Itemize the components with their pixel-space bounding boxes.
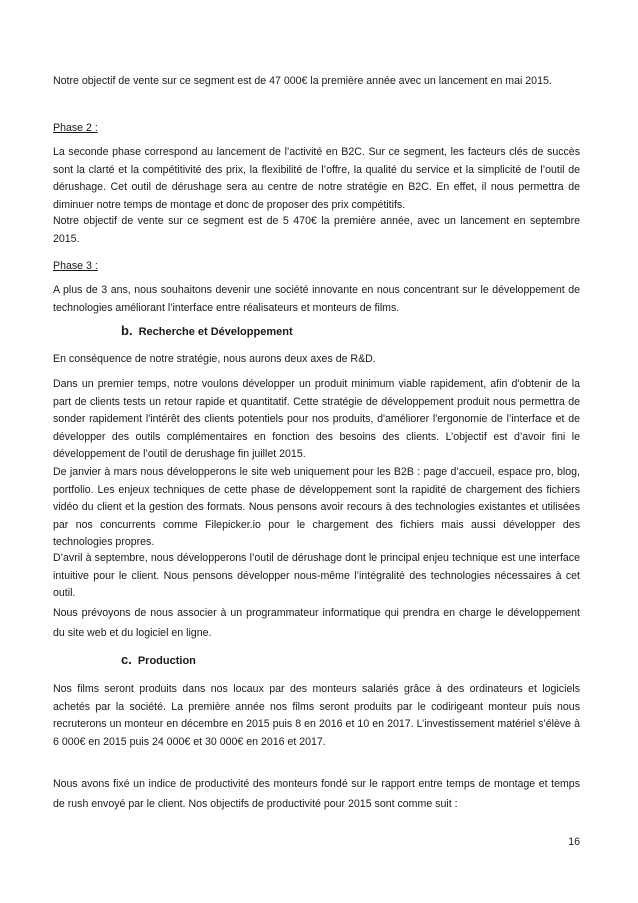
- paragraph-production: [53, 681, 580, 751]
- paragraph-text: Nos films seront produits dans nos locaux par des monteurs salariés grâce à des ordinateurs et logiciels achetés par la société. La première année nos films seront produits par le codirigeant monteur puis nous recruterons un monteur en décembre en 2015 puis 8 en 2016 et 10 en 2017. L’investissement matériel s’élève à 6 000€ en 2015 puis 24 000€ et 30 000€ en 2016 et 2017.: [53, 683, 580, 748]
- paragraph-text: Notre objectif de vente sur ce segment est de 5 470€ la première année, avec un lancement en septembre 2015.: [53, 215, 580, 245]
- paragraph-text: Nous prévoyons de nous associer à un programmateur informatique qui prendra en charge le développement du site web et du logiciel en ligne.: [53, 607, 580, 639]
- paragraph-productivity: [53, 775, 580, 814]
- section-heading-production: [121, 651, 196, 670]
- section-heading-rd: [121, 322, 293, 341]
- section-title: Recherche et Développement: [138, 326, 293, 338]
- paragraph-phase-2: [53, 144, 580, 214]
- section-letter: b.: [121, 323, 133, 338]
- phase-3-label-block: [53, 258, 580, 276]
- paragraph-phase-3: [53, 282, 580, 317]
- paragraph-text: En conséquence de notre stratégie, nous aurons deux axes de R&D.: [53, 353, 376, 365]
- phase-2-label: Phase 2 :: [53, 122, 98, 134]
- section-title: Production: [137, 655, 196, 667]
- paragraph-text: A plus de 3 ans, nous souhaitons devenir une société innovante en nous concentrant sur le développement de technologies améliorant l’interface entre réalisateurs et monteurs de films.: [53, 284, 580, 314]
- paragraph-text: Notre objectif de vente sur ce segment est de 47 000€ la première année avec un lancement en mai 2015.: [53, 75, 552, 87]
- paragraph-derushage-tool: [53, 550, 580, 603]
- paragraph-objective-b2c: [53, 213, 580, 248]
- paragraph-rd-intro: [53, 351, 580, 369]
- paragraph-website: [53, 464, 580, 552]
- phase-2-label-block: [53, 120, 580, 138]
- paragraph-text: La seconde phase correspond au lancement de l’activité en B2C. Sur ce segment, les facteurs clés de succès sont la clarté et la compétitivité des prix, la flexibilité de l’offre, la qualité du service et la simplicité de l’outil de dérushage. Cet outil de dérushage sera au centre de notre stratégie en B2C. En effet, il nous permettra de diminuer notre temps de montage et donc de proposer des prix compétitifs.: [53, 146, 580, 211]
- paragraph-text: De janvier à mars nous développerons le site web uniquement pour les B2B : page d’accueil, espace pro, blog, portfolio. Les enjeux techniques de cette phase de développement sont la rapidité de chargement des fichiers vidéo du client et la gestion des formats. Nous pensons avoir recours à des technologies existantes et utilisées par nos concurrents comme Filepicker.io pour le chargement des fichiers mais aussi développer des technologies propres.: [53, 466, 580, 548]
- paragraph-text: D’avril à septembre, nous développerons l’outil de dérushage dont le principal enjeu technique est une interface intuitive pour le client. Nous pensons développer nous-même l’intégralité des technologies nécessaires à cet outil.: [53, 552, 580, 599]
- phase-3-label: Phase 3 :: [53, 260, 98, 272]
- paragraph-text: Dans un premier temps, notre voulons développer un produit minimum viable rapidement, afin d'obtenir de la part de clients tests un retour rapide et quantitatif. Cette stratégie de développement produit nous permettra de sonder rapidement l'intérêt des clients potentiels pour nos produits, d'améliorer l'ergonomie de l’interface et de développer des outils complémentaires en fonction des besoins des clients. L’objectif est d’avoir fini le développement de l’outil de derushage fin juillet 2015.: [53, 378, 580, 460]
- paragraph-programmer: [53, 604, 580, 643]
- paragraph-text: Nous avons fixé un indice de productivité des monteurs fondé sur le rapport entre temps de montage et temps de rush envoyé par le client. Nos objectifs de productivité pour 2015 sont comme suit :: [53, 778, 580, 810]
- section-letter: c.: [121, 652, 132, 667]
- paragraph-objective-b2b: [53, 73, 580, 91]
- page-number: 16: [568, 836, 580, 848]
- paragraph-mvp: [53, 376, 580, 464]
